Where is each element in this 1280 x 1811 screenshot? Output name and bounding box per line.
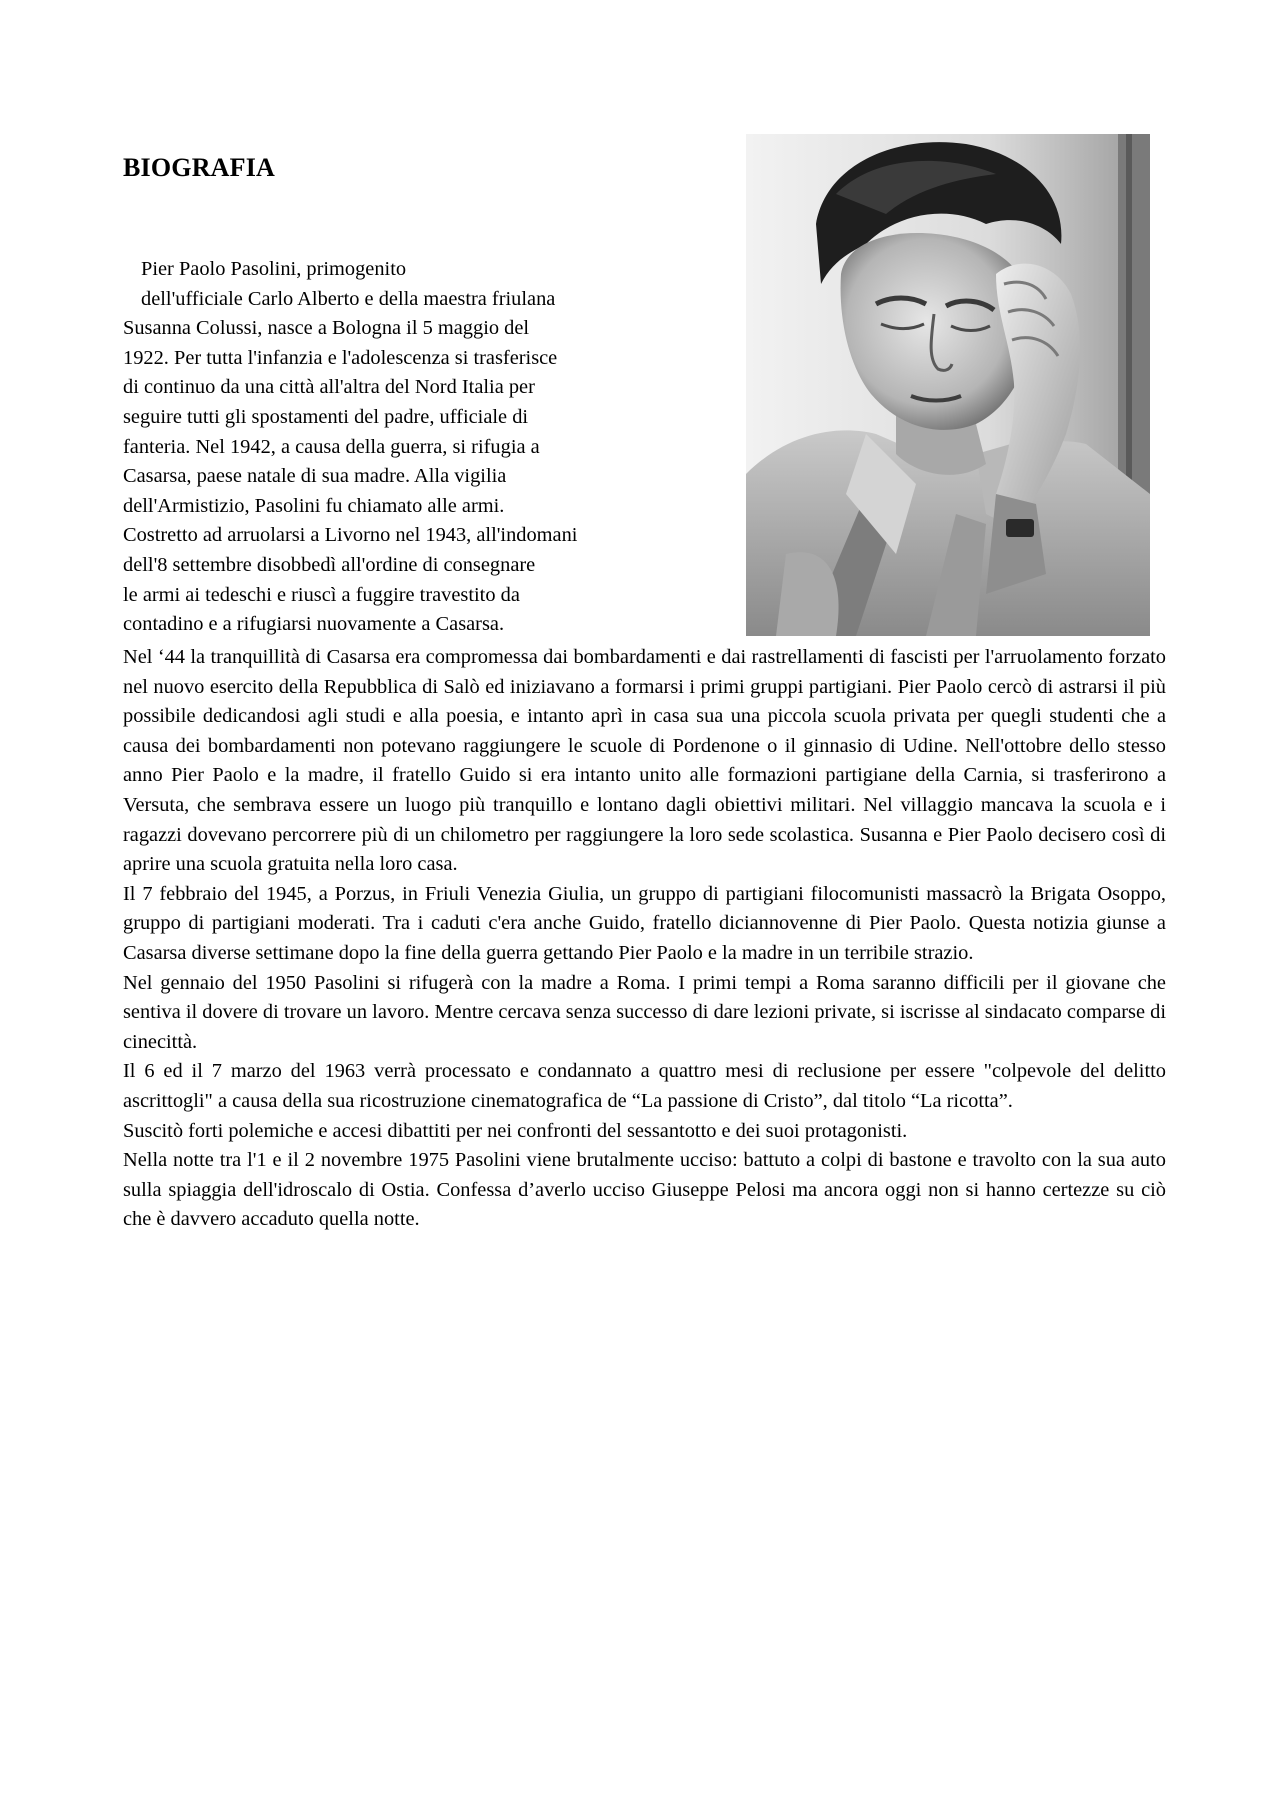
- paragraph-1950: Nel gennaio del 1950 Pasolini si rifugerà con la madre a Roma. I primi tempi a Roma saranno difficili per il giovane che sentiva il dovere di trovare un lavoro. Mentre cercava senza successo di dare lezioni private, si iscrisse al sindacato comparse di cinecittà.: [123, 971, 1166, 1053]
- intro-line: 1922. Per tutta l'infanzia e l'adolescenza si trasferisce: [123, 346, 558, 369]
- paragraph-1963: Il 6 ed il 7 marzo del 1963 verrà processato e condannato a quattro mesi di reclusione per essere "colpevole del delitto ascrittogli" a causa della sua ricostruzione cinematografica de “La passione di Cristo”, dal titolo “La ricotta”.: [123, 1060, 1166, 1112]
- intro-line: Costretto ad arruolarsi a Livorno nel 1943, all'indomani: [123, 524, 578, 547]
- paragraph-1975: Nella notte tra l'1 e il 2 novembre 1975 Pasolini viene brutalmente ucciso: battuto a colpi di bastone e travolto con la sua auto sulla spiaggia dell'idroscalo di Ostia. Confessa d’averlo ucciso Giuseppe Pelosi ma ancora oggi non si hanno certezze su ciò che è davvero accaduto quella notte.: [123, 1149, 1166, 1231]
- intro-line: dell'ufficiale Carlo Alberto e della maestra friulana: [141, 287, 556, 310]
- intro-line: le armi ai tedeschi e riuscì a fuggire travestito da: [123, 583, 520, 606]
- page-title: BIOGRAFIA: [123, 153, 276, 182]
- intro-line: seguire tutti gli spostamenti del padre, ufficiale di: [123, 405, 529, 428]
- intro-line: Pier Paolo Pasolini, primogenito: [141, 258, 407, 280]
- intro-line: contadino e a rifugiarsi nuovamente a Casarsa.: [123, 613, 505, 636]
- intro-line: dell'Armistizio, Pasolini fu chiamato alle armi.: [123, 494, 505, 517]
- portrait-photo-icon: [746, 134, 1150, 636]
- intro-line: fanteria. Nel 1942, a causa della guerra, si rifugia a: [123, 435, 540, 458]
- paragraph-polemiche: Suscitò forti polemiche e accesi dibattiti per nei confronti del sessantotto e dei suoi protagonisti.: [123, 1119, 908, 1142]
- portrait-photo: [746, 134, 1150, 636]
- biography-body: [123, 643, 1166, 1235]
- paragraph-1945: Il 7 febbraio del 1945, a Porzus, in Friuli Venezia Giulia, un gruppo di partigiani filocomunisti massacrò la Brigata Osoppo, gruppo di partigiani moderati. Tra i caduti c'era anche Guido, fratello diciannovenne di Pier Paolo. Questa notizia giunse a Casarsa diverse settimane dopo la fine della guerra gettando Pier Paolo e la madre in un terribile strazio.: [123, 882, 1166, 964]
- intro-text: [123, 255, 713, 640]
- intro-line: Casarsa, paese natale di sua madre. Alla vigilia: [123, 465, 507, 488]
- paragraph-1944: Nel ‘44 la tranquillità di Casarsa era compromessa dai bombardamenti e dai rastrellamenti di fascisti per l'arruolamento forzato nel nuovo esercito della Repubblica di Salò ed iniziavano a formarsi i primi gruppi partigiani. Pier Paolo cercò di astrarsi il più possibile dedicandosi agli studi e alla poesia, e intanto aprì in casa sua una piccola scuola privata per quegli studenti che a causa dei bombardamenti non potevano raggiungere le scuole di Pordenone o il ginnasio di Udine. Nell'ottobre dello stesso anno Pier Paolo e la madre, il fratello Guido si era intanto unito alle formazioni partigiane della Carnia, si trasferirono a Versuta, che sembrava essere un luogo più tranquillo e lontano dagli obiettivi militari. Nel villaggio mancava la scuola e i ragazzi dovevano percorrere più di un chilometro per raggiungere la loro sede scolastica. Susanna e Pier Paolo decisero così di aprire una scuola gratuita nella loro casa.: [123, 646, 1166, 876]
- intro-line: Susanna Colussi, nasce a Bologna il 5 maggio del: [123, 317, 530, 340]
- intro-line: di continuo da una città all'altra del Nord Italia per: [123, 376, 535, 399]
- intro-line: dell'8 settembre disobbedì all'ordine di consegnare: [123, 553, 536, 576]
